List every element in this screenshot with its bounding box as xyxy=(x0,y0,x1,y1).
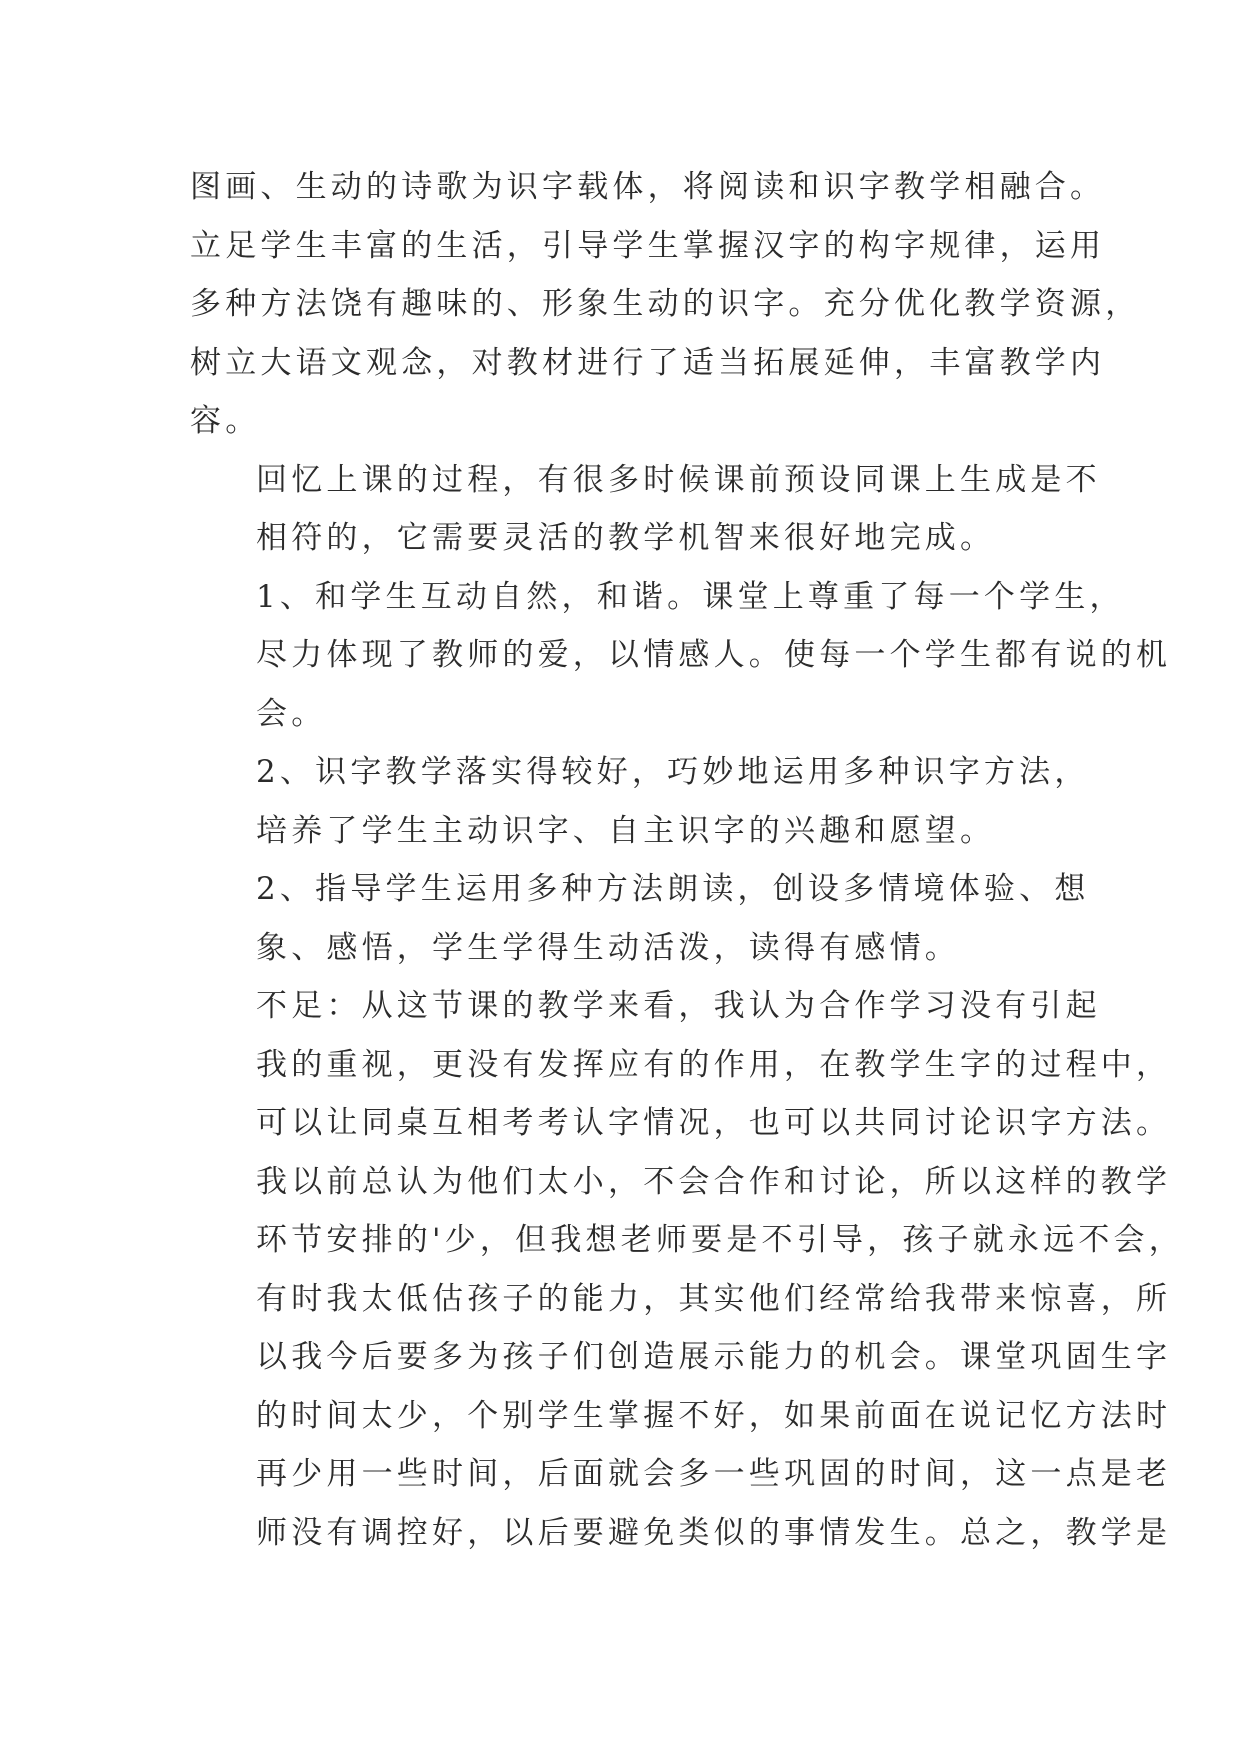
text-line: 2、指导学生运用多种方法朗读，创设多情境体验、想 xyxy=(256,871,1090,907)
text-line: 以我今后要多为孩子们创造展示能力的机会。课堂巩固生字 xyxy=(256,1339,1172,1375)
text-line: 师没有调控好，以后要避免类似的事情发生。总之，教学是 xyxy=(256,1514,1172,1551)
paragraph xyxy=(190,451,1101,568)
text-line: 图画、生动的诗歌为识字载体，将阅读和识字教学相融合。 xyxy=(190,169,1106,205)
text-line: 会。 xyxy=(256,695,327,732)
text-line: 尽力体现了教师的爱，以情感人。使每一个学生都有说的机 xyxy=(256,637,1172,673)
text-line: 象、感悟，学生学得生动活泼，读得有感情。 xyxy=(256,929,960,966)
text-line: 1、和学生互动自然，和谐。课堂上尊重了每一个学生， xyxy=(256,578,1125,615)
text-line: 相符的，它需要灵活的教学机智来很好地完成。 xyxy=(256,520,996,556)
text-line: 立足学生丰富的生活，引导学生掌握汉字的构字规律，运用 xyxy=(190,227,1106,264)
text-line: 我以前总认为他们太小，不会合作和讨论，所以这样的教学 xyxy=(256,1163,1172,1200)
paragraph xyxy=(190,158,1141,451)
text-line: 容。 xyxy=(190,403,261,439)
text-line: 环节安排的'少，但我想老师要是不引导，孩子就永远不会， xyxy=(256,1222,1184,1258)
paragraph xyxy=(190,977,1184,1562)
text-line: 不足：从这节课的教学来看，我认为合作学习没有引起 xyxy=(256,988,1101,1024)
text-line: 回忆上课的过程，有很多时候课前预设同课上生成是不 xyxy=(256,461,1101,498)
text-line: 我的重视，更没有发挥应有的作用，在教学生字的过程中， xyxy=(256,1046,1172,1083)
document-body xyxy=(190,158,1184,1562)
text-line: 培养了学生主动识字、自主识字的兴趣和愿望。 xyxy=(256,812,996,849)
paragraph xyxy=(190,568,1172,744)
text-line: 的时间太少，个别学生掌握不好，如果前面在说记忆方法时 xyxy=(256,1397,1172,1434)
paragraph xyxy=(190,743,1090,860)
text-line: 2、识字教学落实得较好，巧妙地运用多种识字方法， xyxy=(256,754,1090,790)
text-line: 多种方法饶有趣味的、形象生动的识字。充分优化教学资源， xyxy=(190,286,1141,322)
text-line: 树立大语文观念，对教材进行了适当拓展延伸，丰富教学内 xyxy=(190,344,1106,381)
text-line: 有时我太低估孩子的能力，其实他们经常给我带来惊喜，所 xyxy=(256,1280,1172,1317)
text-line: 再少用一些时间，后面就会多一些巩固的时间，这一点是老 xyxy=(256,1456,1172,1492)
text-line: 可以让同桌互相考考认字情况，也可以共同讨论识字方法。 xyxy=(256,1105,1172,1141)
paragraph xyxy=(190,860,1090,977)
